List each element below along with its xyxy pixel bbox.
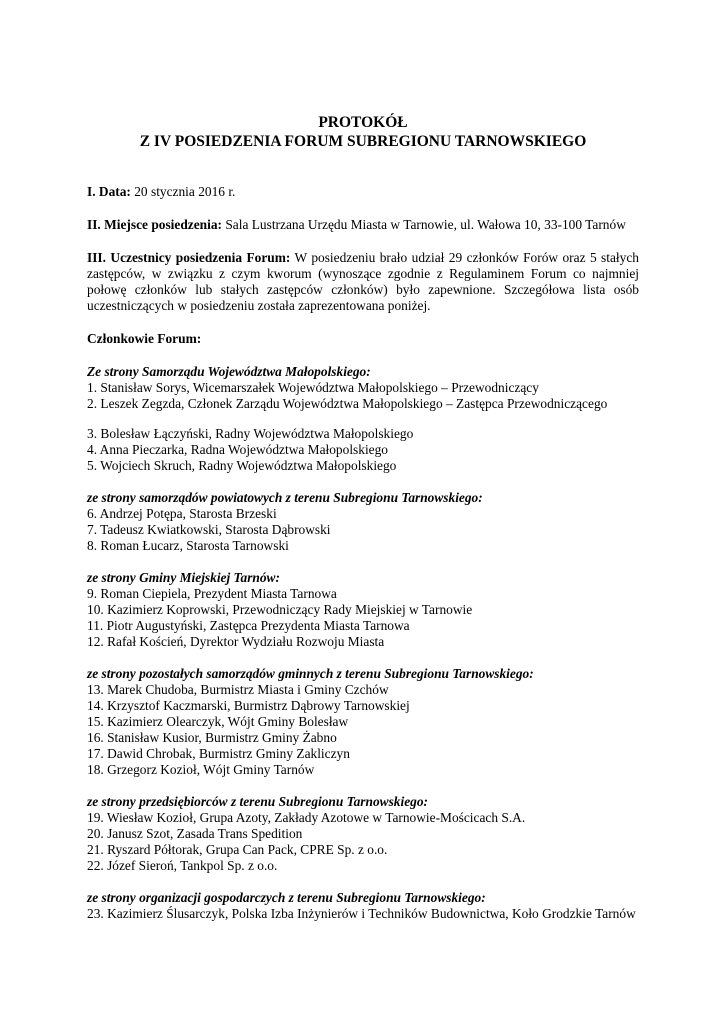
- group-tarnow-city: [87, 570, 639, 650]
- member-list: [87, 906, 639, 922]
- participants-text: W posiedzeniu brało udział 29 członków Forów oraz 5 stałych zastępców, w związku z czym kworum (wynoszące zgodnie z Regulaminem Forum co najmniej połowę członków lub stałych zastępców członków) było zapewnione. Szczegółowa lista osób uczestniczących w posiedzeniu została zaprezentowana poniżej.: [87, 250, 639, 313]
- date-value: 20 stycznia 2016 r.: [130, 184, 236, 199]
- member-list: [87, 586, 639, 650]
- list-item: 5. Wojciech Skruch, Radny Województwa Małopolskiego: [87, 458, 397, 473]
- place-label: II. Miejsce posiedzenia:: [87, 217, 222, 232]
- participants-label: III. Uczestnicy posiedzenia Forum:: [87, 250, 291, 265]
- place-section: [87, 217, 639, 233]
- group-business-organizations: [87, 890, 639, 922]
- group-municipalities: [87, 666, 639, 778]
- date-label: I. Data:: [87, 184, 131, 199]
- list-item: 10. Kazimierz Koprowski, Przewodniczący Rady Miejskiej w Tarnowie: [87, 602, 473, 617]
- group-voivodeship: [87, 364, 639, 474]
- list-item: 2. Leszek Zegzda, Członek Zarządu Województwa Małopolskiego – Zastępca Przewodniczącego: [87, 396, 608, 411]
- member-list: [87, 682, 639, 778]
- list-item: 15. Kazimierz Olearczyk, Wójt Gminy Bolesław: [87, 714, 349, 729]
- list-item: 16. Stanisław Kusior, Burmistrz Gminy Żabno: [87, 730, 337, 745]
- list-item: 8. Roman Łucarz, Starosta Tarnowski: [87, 538, 289, 553]
- list-item: 19. Wiesław Kozioł, Grupa Azoty, Zakłady Azotowe w Tarnowie-Mościcach S.A.: [87, 810, 526, 825]
- spacer: [87, 412, 639, 426]
- title-line-2: Z IV POSIEDZENIA FORUM SUBREGIONU TARNOWSKIEGO: [139, 133, 587, 150]
- document-title: [87, 113, 639, 151]
- group-header: ze strony samorządów powiatowych z terenu Subregionu Tarnowskiego:: [87, 490, 483, 505]
- place-value: Sala Lustrzana Urzędu Miasta w Tarnowie, ul. Wałowa 10, 33-100 Tarnów: [222, 217, 626, 232]
- member-list: [87, 810, 639, 874]
- list-item: 20. Janusz Szot, Zasada Trans Spedition: [87, 826, 303, 841]
- list-item: 3. Bolesław Łączyński, Radny Województwa Małopolskiego: [87, 426, 414, 441]
- group-header: ze strony przedsiębiorców z terenu Subregionu Tarnowskiego:: [87, 794, 429, 809]
- member-list: [87, 426, 639, 474]
- group-header: Ze strony Samorządu Województwa Małopolskiego:: [87, 364, 371, 379]
- list-item: 13. Marek Chudoba, Burmistrz Miasta i Gminy Czchów: [87, 682, 389, 697]
- group-entrepreneurs: [87, 794, 639, 874]
- participants-section: [87, 250, 639, 314]
- list-item: 6. Andrzej Potępa, Starosta Brzeski: [87, 506, 277, 521]
- list-item: 23. Kazimierz Ślusarczyk, Polska Izba Inżynierów i Techników Budownictwa, Koło Grodzkie Tarnów: [87, 906, 636, 921]
- member-list: [87, 506, 639, 554]
- list-item: 7. Tadeusz Kwiatkowski, Starosta Dąbrowski: [87, 522, 331, 537]
- title-line-1: PROTOKÓŁ: [318, 114, 408, 131]
- group-header: ze strony pozostałych samorządów gminnych z terenu Subregionu Tarnowskiego:: [87, 666, 534, 681]
- group-header: ze strony organizacji gospodarczych z terenu Subregionu Tarnowskiego:: [87, 890, 486, 905]
- list-item: 4. Anna Pieczarka, Radna Województwa Małopolskiego: [87, 442, 389, 457]
- list-item: 22. Józef Sieroń, Tankpol Sp. z o.o.: [87, 858, 278, 873]
- date-section: [87, 184, 639, 200]
- list-item: 14. Krzysztof Kaczmarski, Burmistrz Dąbrowy Tarnowskiej: [87, 698, 410, 713]
- list-item: 18. Grzegorz Kozioł, Wójt Gminy Tarnów: [87, 762, 315, 777]
- list-item: 17. Dawid Chrobak, Burmistrz Gminy Zakliczyn: [87, 746, 350, 761]
- member-list: [87, 380, 639, 412]
- list-item: 9. Roman Ciepiela, Prezydent Miasta Tarnowa: [87, 586, 337, 601]
- list-item: 12. Rafał Koścień, Dyrektor Wydziału Rozwoju Miasta: [87, 634, 385, 649]
- document-page: [87, 113, 639, 938]
- group-header: ze strony Gminy Miejskiej Tarnów:: [87, 570, 280, 585]
- list-item: 21. Ryszard Półtorak, Grupa Can Pack, CPRE Sp. z o.o.: [87, 842, 388, 857]
- list-item: 1. Stanisław Sorys, Wicemarszałek Województwa Małopolskiego – Przewodniczący: [87, 380, 539, 395]
- group-counties: [87, 490, 639, 554]
- members-heading: Członkowie Forum:: [87, 331, 202, 346]
- list-item: 11. Piotr Augustyński, Zastępca Prezydenta Miasta Tarnowa: [87, 618, 410, 633]
